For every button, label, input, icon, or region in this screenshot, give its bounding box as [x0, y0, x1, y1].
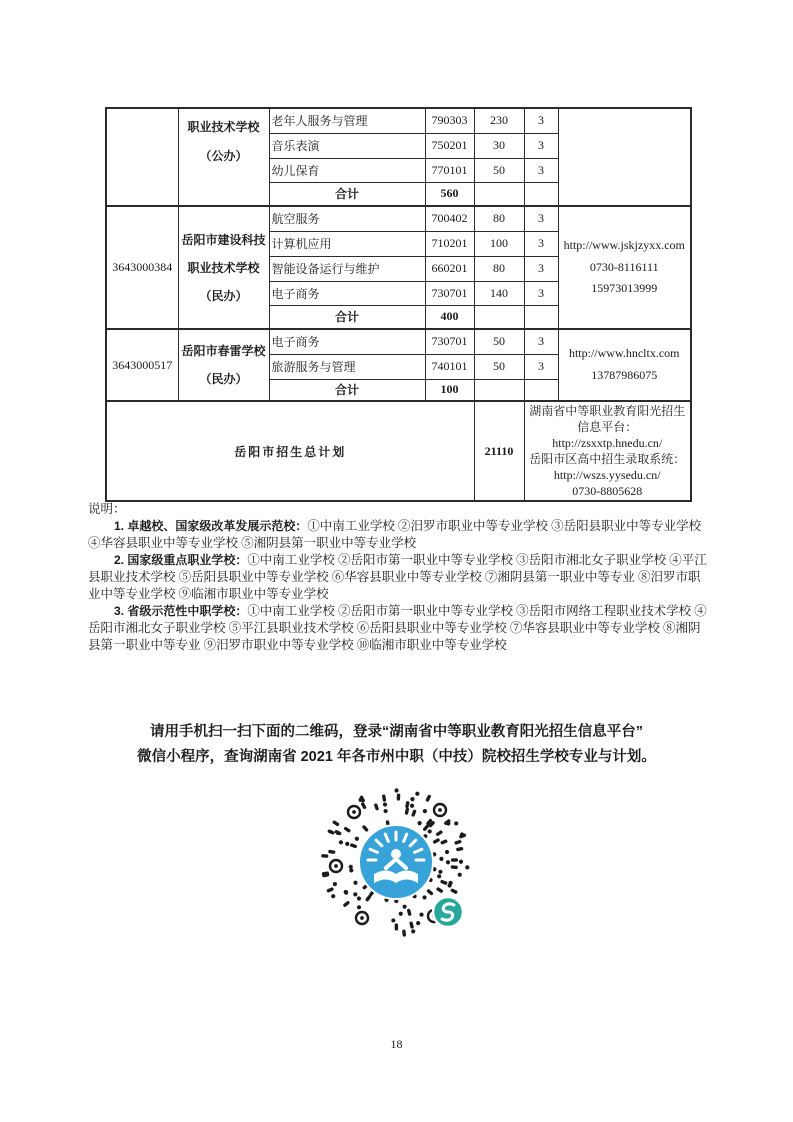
contact-line: http://www.hncltx.com [568, 346, 680, 361]
wechat-miniprogram-qr-code [316, 782, 476, 942]
table-row [106, 206, 691, 231]
school-name-line: 岳阳市春雷学校 [181, 344, 266, 358]
plan-count: 80 [474, 206, 524, 231]
study-years: 3 [524, 256, 558, 281]
scan-line: 微信小程序，查询湖南省 2021 年各市州中职（中技）院校招生学校专业与计划。 [137, 749, 656, 765]
study-years: 3 [524, 158, 558, 182]
major-name: 计算机应用 [269, 231, 425, 256]
major-code: 750201 [425, 133, 474, 158]
study-years: 3 [524, 354, 558, 379]
empty-cell [474, 305, 524, 329]
school-name-line: （公办） [199, 149, 248, 163]
contact-cell [558, 206, 691, 329]
contact-line: 0730-8116111 [589, 259, 659, 274]
note-item-3 [88, 603, 708, 654]
note-body: ①中南工业学校 ②汨罗市职业中等专业学校 ③岳阳县职业中等专业学校 ④华容县职业中等专业学校 ⑤湘阴县第一职业中等专业学校 [88, 519, 702, 550]
page-number: 18 [390, 1037, 403, 1051]
subtotal-label: 合计 [269, 305, 425, 329]
contact-cell [558, 329, 691, 401]
major-name: 老年人服务与管理 [269, 108, 425, 133]
table-row [106, 329, 691, 354]
school-name-line: 职业技术学校 [187, 260, 260, 275]
study-years: 3 [524, 206, 558, 231]
major-name: 幼儿保育 [269, 158, 425, 182]
scan-instructions [0, 720, 793, 770]
empty-cell [474, 182, 524, 206]
contact-cell [558, 108, 691, 206]
school-name-line: （民办） [199, 372, 248, 386]
school-name-cell [178, 329, 269, 401]
enrollment-plan-table [105, 107, 692, 502]
subtotal-value: 100 [425, 379, 474, 401]
study-years: 3 [524, 329, 558, 354]
contact-line: http://www.jskjzyxx.com [563, 238, 685, 253]
school-code-cell [106, 108, 178, 206]
school-name-line: （民办） [199, 288, 248, 303]
contact-line: 15973013999 [591, 281, 658, 296]
grand-total-row [106, 401, 691, 501]
plan-count: 30 [474, 133, 524, 158]
major-code: 700402 [425, 206, 474, 231]
contact-line: 信息平台： [577, 420, 638, 434]
contact-line: 0730-8805628 [572, 484, 643, 498]
school-code-cell: 3643000384 [106, 206, 178, 329]
study-years: 3 [524, 281, 558, 305]
table-row [106, 108, 691, 133]
grand-total-contact-cell [524, 401, 691, 501]
qr-code-image [316, 782, 476, 942]
school-name-cell [178, 206, 269, 329]
plan-count: 100 [474, 231, 524, 256]
subtotal-label: 合计 [269, 379, 425, 401]
contact-line: http://zsxxtp.hnedu.cn/ [552, 436, 663, 450]
study-years: 3 [524, 133, 558, 158]
major-code: 730701 [425, 329, 474, 354]
plan-count: 140 [474, 281, 524, 305]
major-code: 710201 [425, 231, 474, 256]
major-name: 电子商务 [269, 329, 425, 354]
notes-title: 说明： [88, 502, 126, 516]
contact-line: http://wszs.yysedu.cn/ [553, 468, 661, 482]
study-years: 3 [524, 231, 558, 256]
empty-cell [524, 182, 558, 206]
subtotal-value: 400 [425, 305, 474, 329]
major-name: 旅游服务与管理 [269, 354, 425, 379]
contact-line: 13787986075 [591, 368, 658, 382]
note-body: ①中南工业学校 ②岳阳市第一职业中等专业学校 ③岳阳市湘北女子职业学校 ④平江县职业技术学校 ⑤岳阳县职业中等专业学校 ⑥华容县职业中等专业学校 ⑦湘阴县第一职业中等专业 ⑧汨罗市职业中等专业学校 ⑨临湘市职业中等专业学校 [88, 553, 707, 601]
plan-count: 230 [474, 108, 524, 133]
plan-count: 50 [474, 158, 524, 182]
major-name: 航空服务 [269, 206, 425, 231]
note-label: 3. 省级示范性中职学校： [114, 604, 248, 618]
subtotal-value: 560 [425, 182, 474, 206]
school-code-cell: 3643000517 [106, 329, 178, 401]
major-code: 790303 [425, 108, 474, 133]
plan-count: 80 [474, 256, 524, 281]
subtotal-label: 合计 [269, 182, 425, 206]
contact-line: 湖南省中等职业教育阳光招生 [529, 404, 686, 418]
major-name: 电子商务 [269, 281, 425, 305]
empty-cell [474, 379, 524, 401]
note-body: ①中南工业学校 ②岳阳市第一职业中等专业学校 ③岳阳市网络工程职业技术学校 ④岳阳市湘北女子职业学校 ⑤平江县职业技术学校 ⑥岳阳县职业中等专业学校 ⑦华容县职业中等专业学校 ⑧湘阴县第一职业中等专业 ⑨汨罗市职业中等专业学校 ⑩临湘市职业中等专业学校 [88, 604, 707, 652]
school-name-cell [178, 108, 269, 206]
major-code: 730701 [425, 281, 474, 305]
contact-line: 岳阳市区高中招生录取系统： [529, 452, 686, 466]
note-label: 2. 国家级重点职业学校： [114, 553, 248, 567]
major-name: 智能设备运行与维护 [269, 256, 425, 281]
major-code: 770101 [425, 158, 474, 182]
major-code: 660201 [425, 256, 474, 281]
school-name-line: 职业技术学校 [187, 120, 260, 134]
empty-cell [524, 305, 558, 329]
plan-count: 50 [474, 354, 524, 379]
note-item-2 [88, 552, 708, 603]
empty-cell [524, 379, 558, 401]
note-item-1 [88, 518, 708, 552]
study-years: 3 [524, 108, 558, 133]
plan-count: 50 [474, 329, 524, 354]
notes-block [88, 501, 708, 654]
scan-line: 请用手机扫一扫下面的二维码，登录“湖南省中等职业教育阳光招生信息平台” [150, 724, 643, 740]
major-code: 740101 [425, 354, 474, 379]
school-name-line: 岳阳市建设科技 [181, 232, 266, 247]
major-name: 音乐表演 [269, 133, 425, 158]
grand-total-value: 21110 [474, 401, 524, 501]
grand-total-label: 岳阳市招生总计划 [106, 401, 474, 501]
note-label: 1. 卓越校、国家级改革发展示范校： [114, 519, 308, 533]
